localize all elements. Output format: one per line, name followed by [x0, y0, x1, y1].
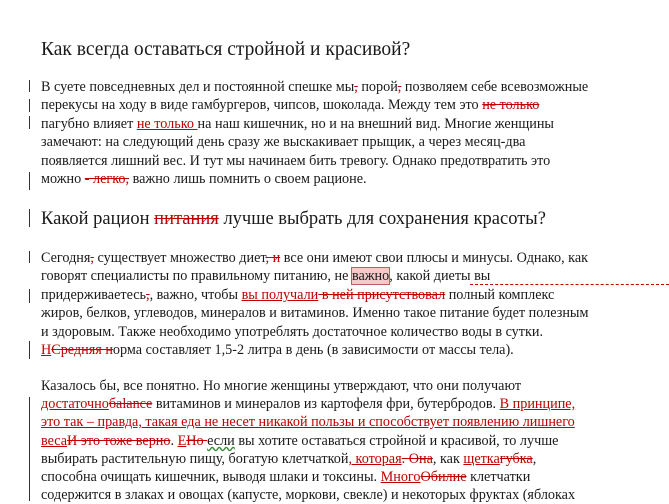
text-run: если — [207, 433, 235, 449]
text-run: орма составляет 1,5-2 литра в день (в зависимости от массы тела). — [112, 342, 514, 358]
text-run: Сегодня — [41, 250, 91, 266]
text-run: Казалось бы, все понятно. Но многие женщины утверждают, что они получают — [41, 378, 522, 394]
text-run: и здоровым. Также необходимо употреблять достаточное количество воды в сутки. — [41, 324, 544, 340]
text-run: важно лишь помнить о своем рационе. — [129, 171, 367, 187]
change-bar — [29, 289, 30, 303]
text-run: выбирать растительную пищу, богатую клетчаткой — [41, 451, 349, 467]
p3-line — [41, 433, 558, 450]
inserted-text: Много — [380, 469, 421, 485]
p3-line — [41, 451, 536, 468]
deleted-text: , — [354, 79, 358, 95]
text-run: способна очищать кишечник, выводя шлаки и токсины. — [41, 469, 381, 485]
p2-line — [41, 268, 490, 285]
text-run: витаминов и минералов из картофеля фри, бутербродов. — [152, 396, 500, 412]
p1-line — [41, 153, 550, 170]
text-run: , — [532, 451, 537, 467]
text-run: все они имеют свои плюсы и минусы. Однако, как — [280, 250, 589, 266]
text-run: важно — [351, 268, 390, 284]
heading-2 — [41, 209, 546, 230]
text-run: Какой рацион — [41, 209, 155, 229]
change-bar — [29, 209, 30, 227]
deleted-text: , и — [265, 250, 281, 266]
change-bar — [29, 80, 30, 92]
text-run: на наш кишечник, но и на внешний вид. Многие женщины — [197, 116, 554, 132]
inserted-text: достаточно — [41, 396, 109, 412]
deleted-text: не только — [482, 97, 540, 113]
text-run: В суете повседневных дел и постоянной спешке мы — [41, 79, 355, 95]
p3-line — [41, 487, 575, 504]
inserted-text: щетка — [463, 451, 500, 467]
text-run: содержится в злаках и овощах (капусте, моркови, свекле) и некоторых фруктах (яблоках — [41, 487, 576, 503]
deleted-text: бalance — [108, 396, 153, 412]
p2-line — [41, 305, 588, 322]
deleted-text: , — [90, 250, 94, 266]
p2-line — [41, 342, 514, 359]
change-bar — [29, 341, 30, 359]
deleted-text: Обилие — [420, 469, 467, 485]
text-run: появляется лишний вес. И тут мы начинаем бить тревогу. Однако предотвратить это — [41, 153, 551, 169]
p1-line — [41, 116, 554, 133]
change-bar — [29, 172, 30, 190]
text-run: перекусы на ходу в виде гамбургеров, чипсов, шоколада. Между тем это — [41, 97, 483, 113]
text-run: порой — [357, 79, 398, 95]
p2-line — [41, 287, 554, 304]
inserted-text: В принципе, — [499, 396, 576, 412]
text-run: . — [170, 433, 178, 449]
deleted-text: губка — [499, 451, 533, 467]
text-run: , как — [432, 451, 464, 467]
text-run: говорят специалисты по правильному питанию, не — [41, 268, 352, 284]
change-bar — [29, 251, 30, 263]
text-run: пагубно влияет — [41, 116, 137, 132]
inserted-text: Н — [41, 342, 52, 358]
inserted-text: веса — [41, 433, 68, 449]
deleted-text: И это тоже верно — [67, 433, 171, 449]
p2-line — [41, 250, 588, 267]
text-run: лучше выбрать для сохранения красоты? — [218, 209, 546, 229]
text-run: полный комплекс — [445, 287, 555, 303]
change-bar — [29, 397, 30, 501]
text-run: можно — [41, 171, 85, 187]
inserted-text: не только — [136, 116, 198, 132]
p1-line — [41, 171, 367, 188]
p3-line — [41, 414, 575, 431]
p1-line — [41, 79, 588, 96]
inserted-text: Е — [177, 433, 187, 449]
text-run: клетчатки — [466, 469, 531, 485]
text-run: , важно, чтобы — [149, 287, 242, 303]
text-run: вы хотите оставаться стройной и красивой, то лучше — [234, 433, 559, 449]
p1-line — [41, 134, 525, 151]
p3-line — [41, 396, 575, 413]
comment-anchor-line — [470, 284, 669, 285]
deleted-text: , — [146, 287, 150, 303]
change-bar — [29, 99, 30, 112]
deleted-text: , — [397, 79, 402, 95]
p3-line — [41, 378, 521, 395]
text-run: замечают: на следующий день сразу же выскакивает прыщик, а через месяц-два — [41, 134, 526, 150]
deleted-text: Средняя н — [51, 342, 113, 358]
deleted-text: - легко, — [84, 171, 130, 187]
inserted-text: вы получали — [241, 287, 319, 303]
text-run: существует множество диет — [93, 250, 266, 266]
deleted-text: в ней присутствовал — [318, 287, 446, 303]
p3-line — [41, 469, 530, 486]
deleted-text: питания — [154, 209, 219, 229]
inserted-text: , которая — [348, 451, 402, 467]
text-run: придерживаетесь — [41, 287, 147, 303]
p1-line — [41, 97, 539, 114]
text-run: жиров, белков, углеводов, минералов и витаминов. Именно такое питание будет полезным — [41, 305, 589, 321]
deleted-text: . Она — [401, 451, 433, 467]
heading-1: Как всегда оставаться стройной и красивой? — [41, 39, 411, 60]
text-run: позволяем себе всевозможные — [401, 79, 589, 95]
text-run: , какой диеты вы — [389, 268, 491, 284]
change-bar — [29, 116, 30, 129]
p2-line — [41, 324, 543, 341]
inserted-text: это так – правда, такая еда не несет никакой пользы и способствует появлению лишнего — [41, 414, 575, 430]
deleted-text: Но — [186, 433, 208, 449]
